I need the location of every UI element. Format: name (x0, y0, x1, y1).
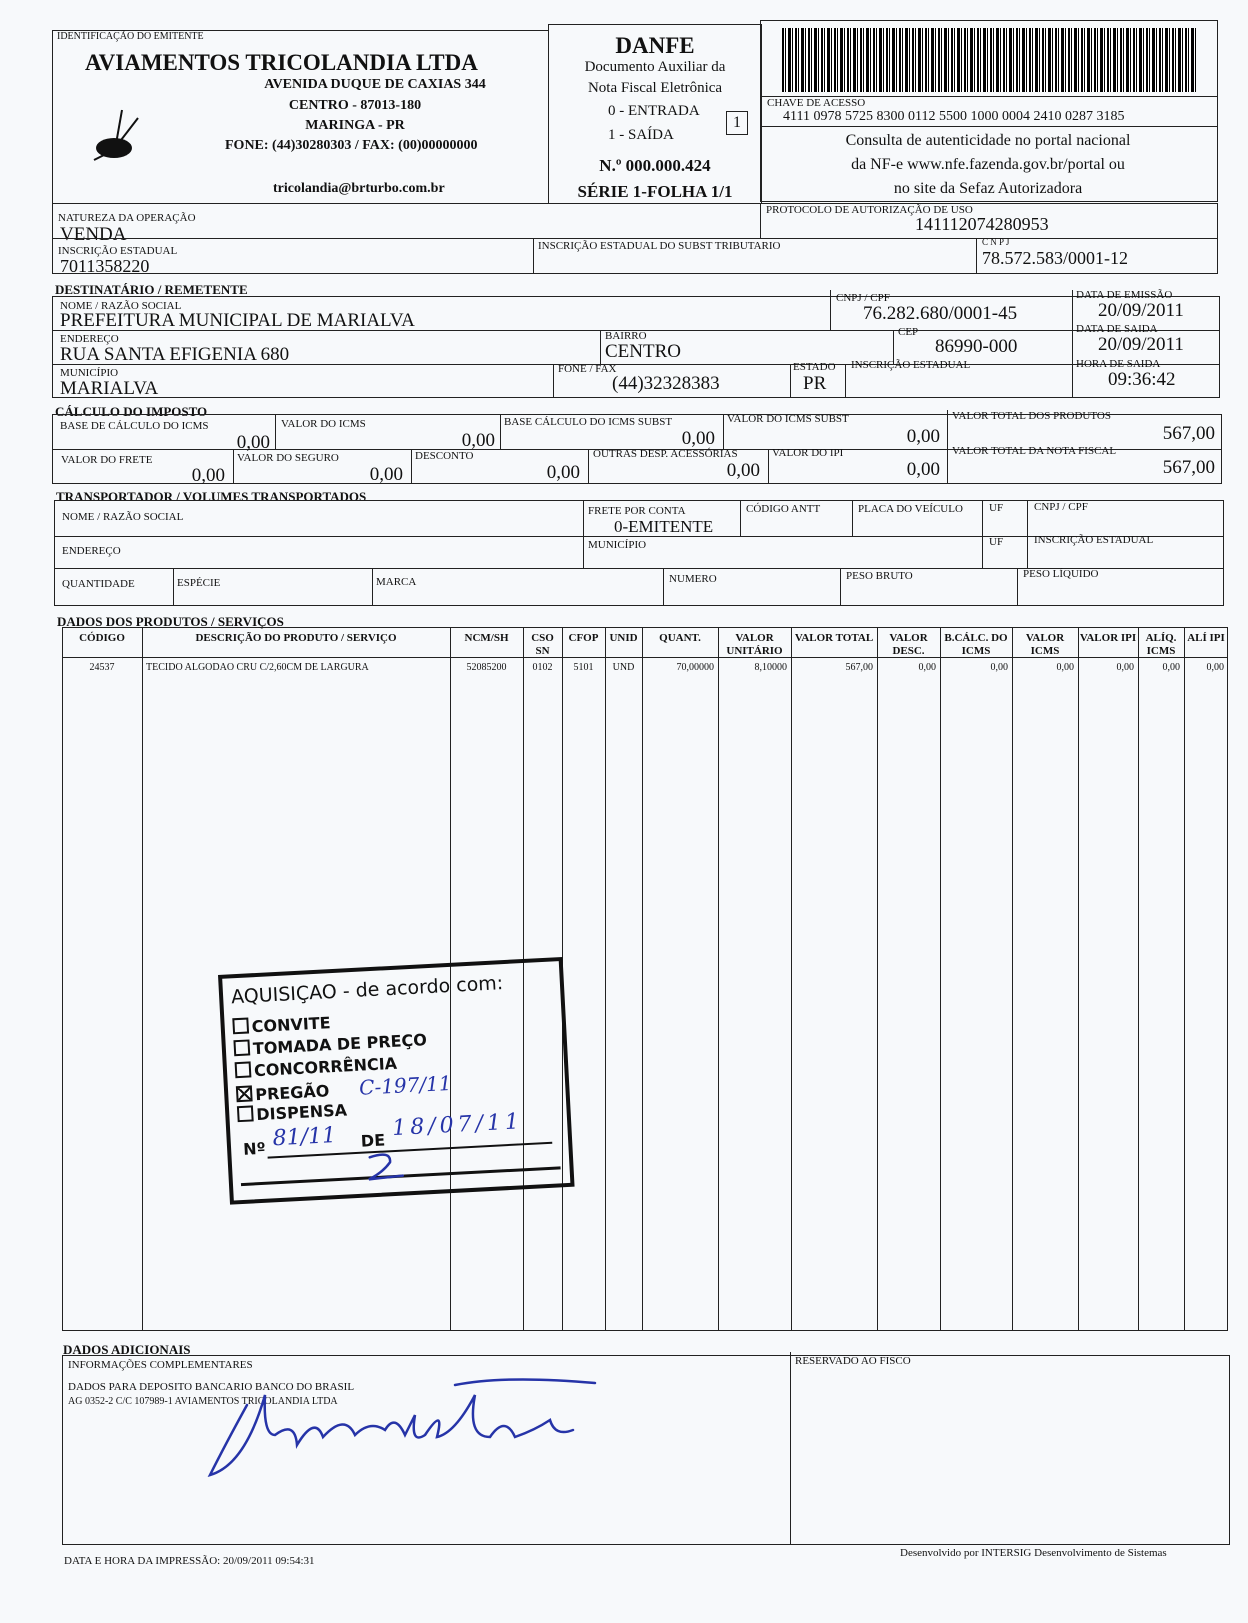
info-label: INFORMAÇÕES COMPLEMENTARES (68, 1359, 253, 1371)
destinatario-section: DESTINATÁRIO / REMETENTE (55, 282, 248, 297)
table-cell: 0,00 (1056, 662, 1074, 673)
stamp-option-pregao: PREGÃO C-197/11 (236, 1073, 452, 1104)
transp-placa-label: PLACA DO VEÍCULO (858, 503, 963, 515)
danfe-linha2: Nota Fiscal Eletrônica (587, 80, 723, 96)
emitente-nome: AVIAMENTOS TRICOLANDIA LTDA (85, 50, 478, 75)
checkbox-icon (237, 1105, 254, 1122)
base-st-label: BASE CÁLCULO DO ICMS SUBST (504, 416, 673, 428)
ie-valor: 7011358220 (60, 256, 150, 276)
dest-municipio: MARIALVA (60, 378, 159, 399)
transp-frete: 0-EMITENTE (614, 517, 714, 536)
transp-ie-label: INSCRIÇÃO ESTADUAL (1034, 534, 1154, 546)
dest-bairro: CENTRO (605, 341, 681, 362)
dest-fone: (44)32328383 (612, 373, 720, 394)
dest-emissao-label: DATA DE EMISSÃO (1076, 289, 1173, 301)
produtos-section: DADOS DOS PRODUTOS / SERVIÇOS (57, 614, 284, 629)
stamp-option-dispensa: DISPENSA (237, 1100, 348, 1124)
dest-ie-label: INSCRIÇÃO ESTADUAL (851, 359, 971, 371)
protocolo-valor: 141112074280953 (915, 214, 1049, 234)
chave-consulta1: Consulta de autenticidade no portal nacional (845, 132, 1131, 149)
table-cell: UND (612, 662, 635, 673)
chave-valor: 4111 0978 5725 8300 0112 5500 1000 0004 2410 0287 3185 (783, 109, 1125, 124)
dest-cep-label: CEP (898, 326, 919, 338)
dest-emissao: 20/09/2011 (1098, 300, 1184, 321)
transp-peso-liquido-label: PESO LÍQUIDO (1023, 568, 1099, 580)
stamp-numero-label: Nº (242, 1138, 267, 1159)
base-st: 0,00 (681, 428, 715, 449)
dest-saida: 20/09/2011 (1098, 334, 1184, 355)
stamp-initial-scribble (361, 1147, 413, 1184)
transp-frete-label: FRETE POR CONTA (588, 505, 686, 517)
column-header: NCM/SH (464, 632, 509, 644)
transp-municipio-label: MUNICÍPIO (588, 539, 647, 551)
dest-saida-label: DATA DE SAIDA (1076, 323, 1158, 335)
column-header: VALOR IPI (1079, 632, 1137, 644)
dest-endereco-label: ENDEREÇO (60, 333, 119, 345)
danfe-numero: N.º 000.000.424 (599, 156, 711, 175)
danfe-tipo: 1 (726, 111, 748, 135)
column-header: VALOR UNITÁRIO (726, 632, 783, 657)
transp-marca-label: MARCA (376, 576, 417, 588)
checkbox-icon (232, 1017, 249, 1034)
column-header: ALÍQ. ICMS (1145, 632, 1177, 657)
protocolo-label: PROTOCOLO DE AUTORIZAÇÃO DE USO (766, 204, 973, 216)
dest-estado-label: ESTADO (793, 361, 836, 373)
chave-consulta3: no site da Sefaz Autorizadora (893, 180, 1083, 197)
checkbox-icon (235, 1061, 252, 1078)
dest-fone-label: FONE / FAX (558, 363, 617, 375)
dest-cnpj-label: CNPJ / CPF (836, 292, 890, 304)
total-nota-label: VALOR TOTAL DA NOTA FISCAL (952, 445, 1117, 457)
imposto-section: CÁLCULO DO IMPOSTO (55, 404, 208, 419)
transp-cnpj-label: CNPJ / CPF (1034, 501, 1088, 513)
transp-uf-label: UF (989, 502, 1004, 514)
total-nota: 567,00 (1162, 457, 1215, 478)
table-cell: 0,00 (990, 662, 1008, 673)
dest-estado: PR (803, 373, 827, 394)
frete-label: VALOR DO FRETE (61, 454, 153, 466)
dest-cnpj: 76.282.680/0001-45 (863, 303, 1018, 324)
transp-quantidade-label: QUANTIDADE (62, 578, 135, 590)
info-linha2: AG 0352-2 C/C 107989-1 AVIAMENTOS TRICOLANDIA LTDA (68, 1396, 338, 1407)
valor-st-label: VALOR DO ICMS SUBST (727, 413, 849, 425)
ie-label: INSCRIÇÃO ESTADUAL (58, 245, 178, 257)
adicionais-section: DADOS ADICIONAIS (63, 1342, 191, 1357)
transportador-section: TRANSPORTADOR / VOLUMES TRANSPORTADOS (56, 489, 367, 504)
column-header: QUANT. (659, 632, 701, 644)
column-header: CFOP (568, 632, 599, 644)
info-linha1: DADOS PARA DEPOSITO BANCARIO BANCO DO BRASIL (68, 1381, 355, 1393)
base-icms: 0,00 (236, 432, 270, 453)
danfe-entrada: 0 - ENTRADA (608, 103, 700, 119)
table-cell: 70,00000 (676, 662, 714, 673)
table-cell: TECIDO ALGODAO CRU C/2,60CM DE LARGURA (146, 662, 369, 673)
natureza-valor: VENDA (60, 224, 127, 245)
dest-nome-label: NOME / RAZÃO SOCIAL (60, 300, 182, 312)
emitente-cidade: MARINGA - PR (305, 118, 405, 133)
stamp-option-tomada: TOMADA DE PREÇO (233, 1030, 427, 1058)
aquisicao-stamp (218, 957, 575, 1205)
column-header: ALÍ IPI (1187, 632, 1225, 644)
frete: 0,00 (191, 465, 225, 486)
table-cell: 52085200 (466, 662, 507, 673)
cnpj-label: C N P J (982, 237, 1010, 247)
transp-numero-label: NUMERO (669, 573, 717, 585)
valor-icms: 0,00 (461, 430, 495, 451)
ipi: 0,00 (906, 459, 940, 480)
column-header: UNID (609, 632, 638, 644)
table-cell: 5101 (573, 662, 594, 673)
desconto: 0,00 (546, 462, 580, 483)
table-cell: 0,00 (1206, 662, 1224, 673)
emitente-fone: FONE: (44)30280303 / FAX: (00)00000000 (225, 138, 478, 153)
emitente-endereco: AVENIDA DUQUE DE CAXIAS 344 (264, 77, 486, 92)
column-header: DESCRIÇÃO DO PRODUTO / SERVIÇO (195, 632, 397, 644)
pregao-handwritten-ref: C-197/11 (358, 1070, 453, 1100)
dest-hora: 09:36:42 (1108, 369, 1176, 390)
dest-hora-label: HORA DE SAIDA (1076, 358, 1161, 370)
ipi-label: VALOR DO IPI (772, 447, 844, 459)
danfe-linha1: Documento Auxiliar da (584, 59, 726, 75)
transp-uf2-label: UF (989, 536, 1004, 548)
impressao-footer: DATA E HORA DA IMPRESSÃO: 20/09/2011 09:54:31 (64, 1555, 315, 1567)
checkbox-icon (233, 1039, 250, 1056)
table-cell: 0,00 (1116, 662, 1134, 673)
fisco-label: RESERVADO AO FISCO (795, 1355, 911, 1367)
dest-endereco: RUA SANTA EFIGENIA 680 (60, 344, 290, 365)
dest-nome: PREFEITURA MUNICIPAL DE MARIALVA (60, 310, 415, 331)
danfe-serie: SÉRIE 1-FOLHA 1/1 (577, 182, 733, 201)
table-cell: 0102 (532, 662, 553, 673)
stamp-option-convite: CONVITE (232, 1013, 331, 1036)
signature-graphic (205, 1375, 605, 1485)
transp-especie-label: ESPÉCIE (177, 577, 221, 589)
table-cell: 8,10000 (754, 662, 787, 673)
danfe-title: DANFE (615, 33, 695, 58)
transp-nome-label: NOME / RAZÃO SOCIAL (62, 511, 184, 523)
chave-consulta2: da NF-e www.nfe.fazenda.gov.br/portal ou (851, 156, 1125, 173)
table-cell: 567,00 (845, 662, 873, 673)
desconto-label: DESCONTO (415, 450, 474, 462)
table-cell: 0,00 (1162, 662, 1180, 673)
stamp-data: 18/07/11 (391, 1109, 524, 1142)
table-cell: 24537 (89, 662, 115, 673)
emitente-bairro: CENTRO - 87013-180 (288, 98, 422, 113)
column-header: CÓDIGO (79, 632, 125, 644)
column-header: CSO SN (531, 632, 554, 657)
column-header: VALOR TOTAL (794, 632, 874, 644)
ie-st-label: INSCRIÇÃO ESTADUAL DO SUBST TRIBUTARIO (538, 240, 781, 252)
stamp-numero: 81/11 (271, 1123, 337, 1152)
barcode-graphic (782, 28, 1196, 92)
column-header: VALOR DESC. (889, 632, 928, 657)
total-prod: 567,00 (1162, 423, 1215, 444)
cnpj-valor: 78.572.583/0001-12 (982, 248, 1128, 268)
valor-st: 0,00 (906, 426, 940, 447)
checkbox-checked-icon (236, 1085, 253, 1102)
stamp-de-label: DE (360, 1130, 386, 1151)
base-icms-label: BASE DE CÁLCULO DO ICMS (60, 420, 209, 432)
column-header: B.CÁLC. DO ICMS (944, 632, 1008, 657)
natureza-label: NATUREZA DA OPERAÇÃO (58, 212, 196, 224)
transp-endereco-label: ENDEREÇO (62, 545, 121, 557)
column-header: VALOR ICMS (1025, 632, 1065, 657)
stamp-title: AQUISIÇAO - de acordo com: (230, 972, 504, 1009)
total-prod-label: VALOR TOTAL DOS PRODUTOS (952, 410, 1111, 422)
dest-cep: 86990-000 (935, 336, 1018, 357)
dest-municipio-label: MUNICÍPIO (60, 367, 119, 379)
emitente-label: IDENTIFICAÇÃO DO EMITENTE (57, 31, 204, 42)
emitente-email: tricolandia@brturbo.com.br (273, 181, 445, 196)
seguro-label: VALOR DO SEGURO (237, 452, 339, 464)
dest-bairro-label: BAIRRO (605, 330, 647, 342)
transp-peso-bruto-label: PESO BRUTO (846, 570, 913, 582)
table-cell: 0,00 (918, 662, 936, 673)
chave-label: CHAVE DE ACESSO (767, 97, 866, 109)
outras-label: OUTRAS DESP. ACESSÓRIAS (593, 448, 738, 460)
stamp-option-concorrencia: CONCORRÊNCIA (235, 1054, 398, 1080)
transp-antt-label: CÓDIGO ANTT (746, 503, 821, 515)
valor-icms-label: VALOR DO ICMS (281, 418, 366, 430)
seguro: 0,00 (369, 464, 403, 485)
outras: 0,00 (726, 460, 760, 481)
danfe-saida: 1 - SAÍDA (608, 127, 674, 143)
yarn-logo-icon (88, 108, 158, 168)
desenvolvido-footer: Desenvolvido por INTERSIG Desenvolvimento de Sistemas (900, 1547, 1167, 1559)
